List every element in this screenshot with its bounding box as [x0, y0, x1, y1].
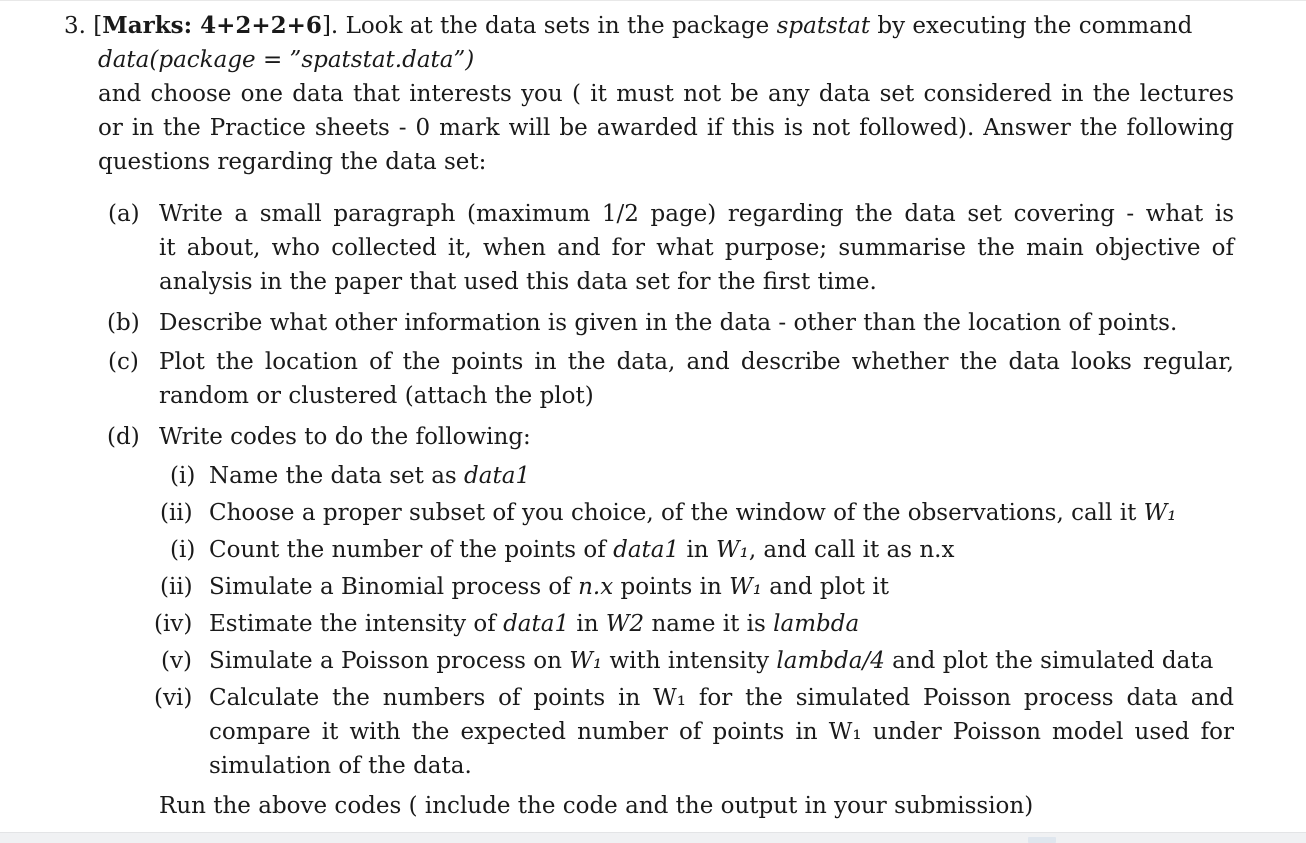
- item-5-post: name it is: [644, 611, 774, 637]
- item-label-1: (i): [170, 463, 196, 489]
- question-line-1: [64, 9, 1192, 43]
- item-3-mid: in: [679, 537, 716, 563]
- question-line-4: or in the Practice sheets - 0 mark will be awarded if this is not followed). Answer the following: [98, 115, 1234, 141]
- part-b-label: (b): [107, 310, 140, 336]
- intro-lead: Look at the data sets in the package: [345, 13, 770, 39]
- scrollbar-thumb[interactable]: [1028, 837, 1056, 843]
- item-6: [209, 644, 1213, 678]
- item-3: [209, 533, 954, 567]
- item-2: [209, 496, 1177, 530]
- item-7-line-3: simulation of the data.: [209, 753, 472, 779]
- item-3-post: , and call it as n.x: [748, 537, 955, 563]
- marks-open: [: [93, 13, 103, 39]
- question-number: 3.: [64, 13, 86, 39]
- horizontal-scrollbar[interactable]: [0, 832, 1306, 843]
- part-a-line-3: analysis in the paper that used this data set for the first time.: [159, 269, 877, 295]
- item-6-mid: with intensity: [602, 648, 777, 674]
- item-label-5: (iv): [154, 611, 193, 637]
- item-3-math: data1: [613, 537, 680, 563]
- item-1-math: data1: [464, 463, 531, 489]
- item-2-pre: Choose a proper subset of you choice, of the window of the observations, call it: [209, 500, 1144, 526]
- item-4-mid: points in: [613, 574, 730, 600]
- part-d-text: Write codes to do the following:: [159, 424, 531, 450]
- item-7-line-2: compare it with the expected number of points in W₁ under Poisson model used for: [209, 719, 1234, 745]
- item-4: [209, 570, 889, 604]
- item-4-post: and plot it: [761, 574, 889, 600]
- part-d-label: (d): [107, 424, 140, 450]
- item-1-pre: Name the data set as: [209, 463, 465, 489]
- part-c-label: (c): [108, 349, 139, 375]
- item-6-math2: lambda/4: [776, 648, 885, 674]
- item-3-pre: Count the number of the points of: [209, 537, 614, 563]
- item-7-line-1: Calculate the numbers of points in W₁ for the simulated Poisson process data and: [209, 685, 1234, 711]
- item-4-pre: Simulate a Binomial process of: [209, 574, 579, 600]
- item-3-math2: W₁: [715, 537, 749, 563]
- item-label-4: (ii): [160, 574, 193, 600]
- part-c-line-2: random or clustered (attach the plot): [159, 383, 594, 409]
- part-c-line-1: Plot the location of the points in the data, and describe whether the data looks regular,: [159, 349, 1234, 375]
- item-6-post: and plot the simulated data: [884, 648, 1214, 674]
- item-5-pre: Estimate the intensity of: [209, 611, 504, 637]
- item-label-3: (i): [170, 537, 196, 563]
- command-line: [98, 43, 474, 77]
- footer-instruction: Run the above codes ( include the code and the output in your submission): [159, 793, 1034, 819]
- item-4-math2: W₁: [729, 574, 762, 600]
- item-1: [209, 459, 530, 493]
- intro-tail: by executing the command: [877, 13, 1193, 39]
- part-a-label: (a): [108, 201, 140, 227]
- part-a-line-1: Write a small paragraph (maximum 1/2 page) regarding the data set covering - what is: [159, 201, 1234, 227]
- item-label-6: (v): [161, 648, 192, 674]
- item-5-math3: lambda: [773, 611, 860, 637]
- marks-label: Marks: 4+2+2+6: [102, 12, 322, 39]
- item-5-mid: in: [569, 611, 606, 637]
- item-5: [209, 607, 859, 641]
- item-label-2: (ii): [160, 500, 193, 526]
- question-line-3: and choose one data that interests you ( it must not be any data set considered in the lectures: [98, 81, 1234, 107]
- item-2-math: W₁: [1143, 500, 1177, 526]
- item-5-math2: W2: [605, 611, 645, 637]
- command-text: data(package = ”spatstat.data”): [98, 47, 475, 73]
- item-6-math: W₁: [569, 648, 603, 674]
- item-6-pre: Simulate a Poisson process on: [209, 648, 570, 674]
- part-a-line-2: it about, who collected it, when and for what purpose; summarise the main objective of: [159, 235, 1234, 261]
- part-b-text: Describe what other information is given in the data - other than the location of points.: [159, 310, 1178, 336]
- item-4-math: n.x: [578, 574, 614, 600]
- item-label-7: (vi): [154, 685, 193, 711]
- question-line-5: questions regarding the data set:: [98, 149, 487, 175]
- marks-close: ].: [321, 13, 339, 39]
- item-5-math: data1: [503, 611, 570, 637]
- package-name: spatstat: [776, 13, 871, 39]
